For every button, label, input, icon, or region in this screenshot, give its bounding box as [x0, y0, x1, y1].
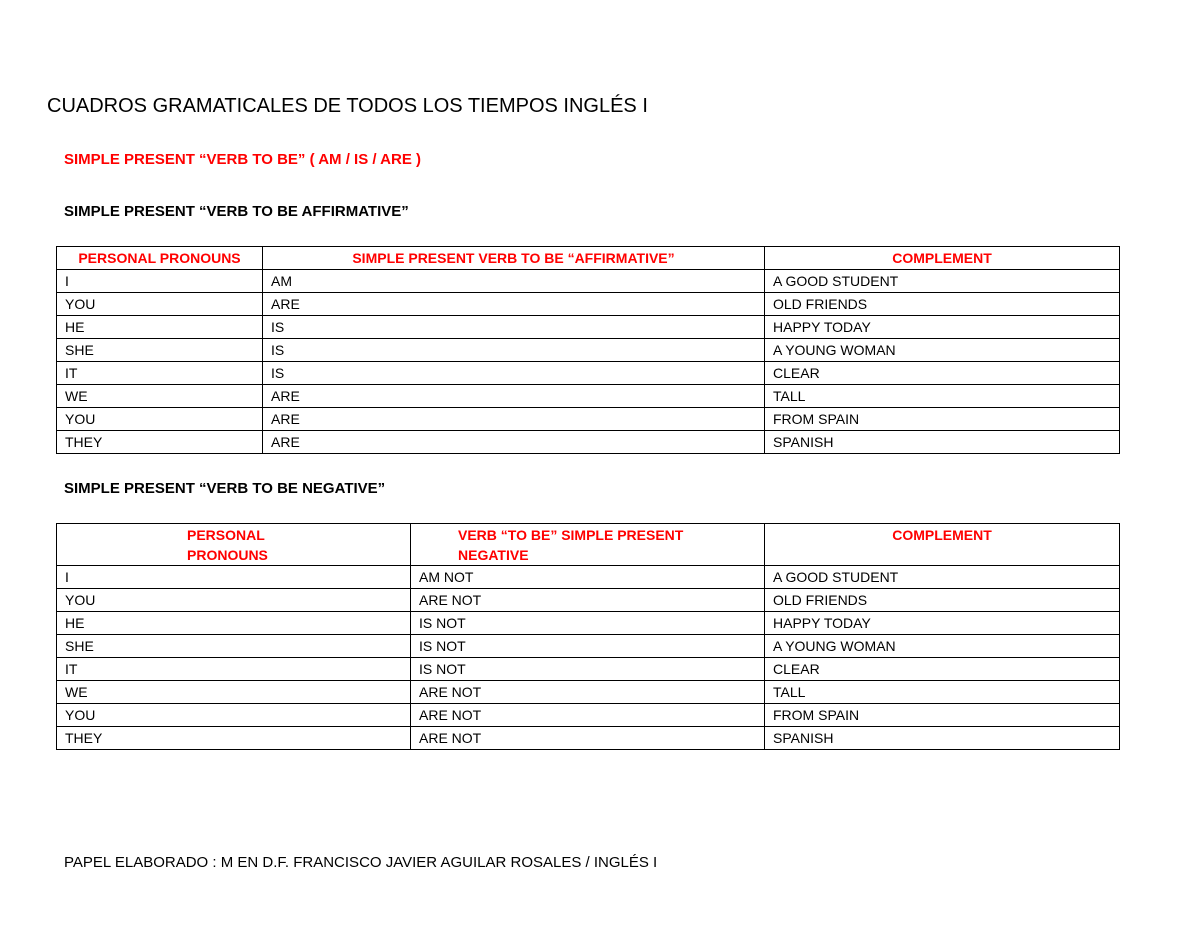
complement-cell: HAPPY TODAY — [765, 316, 1120, 339]
header-verb: SIMPLE PRESENT VERB TO BE “AFFIRMATIVE” — [263, 247, 765, 270]
affirmative-heading: SIMPLE PRESENT “VERB TO BE AFFIRMATIVE” — [64, 203, 409, 220]
table-row — [57, 612, 1120, 635]
table-row — [57, 362, 1120, 385]
verb-cell: AM — [263, 270, 765, 293]
complement-cell: FROM SPAIN — [765, 704, 1120, 727]
table-row — [57, 316, 1120, 339]
table-row — [57, 408, 1120, 431]
pronoun-cell: YOU — [57, 293, 263, 316]
footer-author-note: PAPEL ELABORADO : M EN D.F. FRANCISCO JAVIER AGUILAR ROSALES / INGLÉS I — [64, 854, 658, 871]
table-row — [57, 727, 1120, 750]
pronoun-cell: SHE — [57, 635, 411, 658]
complement-cell: CLEAR — [765, 658, 1120, 681]
pronoun-cell: YOU — [57, 408, 263, 431]
pronoun-cell: I — [57, 270, 263, 293]
table-row — [57, 704, 1120, 727]
table-row — [57, 566, 1120, 589]
verb-cell: ARE — [263, 408, 765, 431]
table-row — [57, 339, 1120, 362]
header-personal-pronouns-label: PERSONAL PRONOUNS — [187, 527, 268, 563]
complement-cell: A GOOD STUDENT — [765, 566, 1120, 589]
pronoun-cell: IT — [57, 362, 263, 385]
pronoun-cell: IT — [57, 658, 411, 681]
verb-cell: ARE — [263, 385, 765, 408]
table-row — [57, 270, 1120, 293]
complement-cell: OLD FRIENDS — [765, 589, 1120, 612]
pronoun-cell: THEY — [57, 727, 411, 750]
affirmative-table — [56, 246, 1120, 454]
verb-cell: ARE NOT — [411, 589, 765, 612]
negative-table — [56, 523, 1120, 750]
header-verb-label: VERB “TO BE” SIMPLE PRESENT NEGATIVE — [458, 527, 684, 563]
page-title: CUADROS GRAMATICALES DE TODOS LOS TIEMPOS INGLÉS I — [47, 95, 648, 117]
pronoun-cell: THEY — [57, 431, 263, 454]
verb-cell: IS — [263, 316, 765, 339]
verb-cell: IS NOT — [411, 612, 765, 635]
header-complement: COMPLEMENT — [765, 247, 1120, 270]
table-row — [57, 293, 1120, 316]
verb-cell: IS NOT — [411, 635, 765, 658]
complement-cell: HAPPY TODAY — [765, 612, 1120, 635]
verb-cell: ARE NOT — [411, 704, 765, 727]
verb-cell: ARE NOT — [411, 727, 765, 750]
pronoun-cell: WE — [57, 385, 263, 408]
complement-cell: FROM SPAIN — [765, 408, 1120, 431]
table-row — [57, 589, 1120, 612]
verb-cell: IS — [263, 362, 765, 385]
complement-cell: SPANISH — [765, 727, 1120, 750]
verb-cell: IS — [263, 339, 765, 362]
table-row — [57, 431, 1120, 454]
complement-cell: SPANISH — [765, 431, 1120, 454]
complement-cell: TALL — [765, 385, 1120, 408]
complement-cell: TALL — [765, 681, 1120, 704]
pronoun-cell: YOU — [57, 589, 411, 612]
header-personal-pronouns — [57, 524, 411, 566]
page-subtitle: SIMPLE PRESENT “VERB TO BE” ( AM / IS / ARE ) — [64, 151, 421, 168]
verb-cell: ARE — [263, 431, 765, 454]
table-row — [57, 658, 1120, 681]
negative-heading: SIMPLE PRESENT “VERB TO BE NEGATIVE” — [64, 480, 386, 497]
pronoun-cell: HE — [57, 612, 411, 635]
table-row — [57, 385, 1120, 408]
pronoun-cell: YOU — [57, 704, 411, 727]
table-header-row — [57, 524, 1120, 566]
complement-cell: OLD FRIENDS — [765, 293, 1120, 316]
pronoun-cell: SHE — [57, 339, 263, 362]
header-complement: COMPLEMENT — [765, 524, 1120, 566]
verb-cell: IS NOT — [411, 658, 765, 681]
pronoun-cell: WE — [57, 681, 411, 704]
pronoun-cell: I — [57, 566, 411, 589]
table-row — [57, 681, 1120, 704]
complement-cell: CLEAR — [765, 362, 1120, 385]
verb-cell: ARE — [263, 293, 765, 316]
complement-cell: A YOUNG WOMAN — [765, 635, 1120, 658]
header-personal-pronouns: PERSONAL PRONOUNS — [57, 247, 263, 270]
complement-cell: A YOUNG WOMAN — [765, 339, 1120, 362]
pronoun-cell: HE — [57, 316, 263, 339]
table-row — [57, 635, 1120, 658]
table-header-row — [57, 247, 1120, 270]
header-verb — [411, 524, 765, 566]
verb-cell: ARE NOT — [411, 681, 765, 704]
verb-cell: AM NOT — [411, 566, 765, 589]
complement-cell: A GOOD STUDENT — [765, 270, 1120, 293]
